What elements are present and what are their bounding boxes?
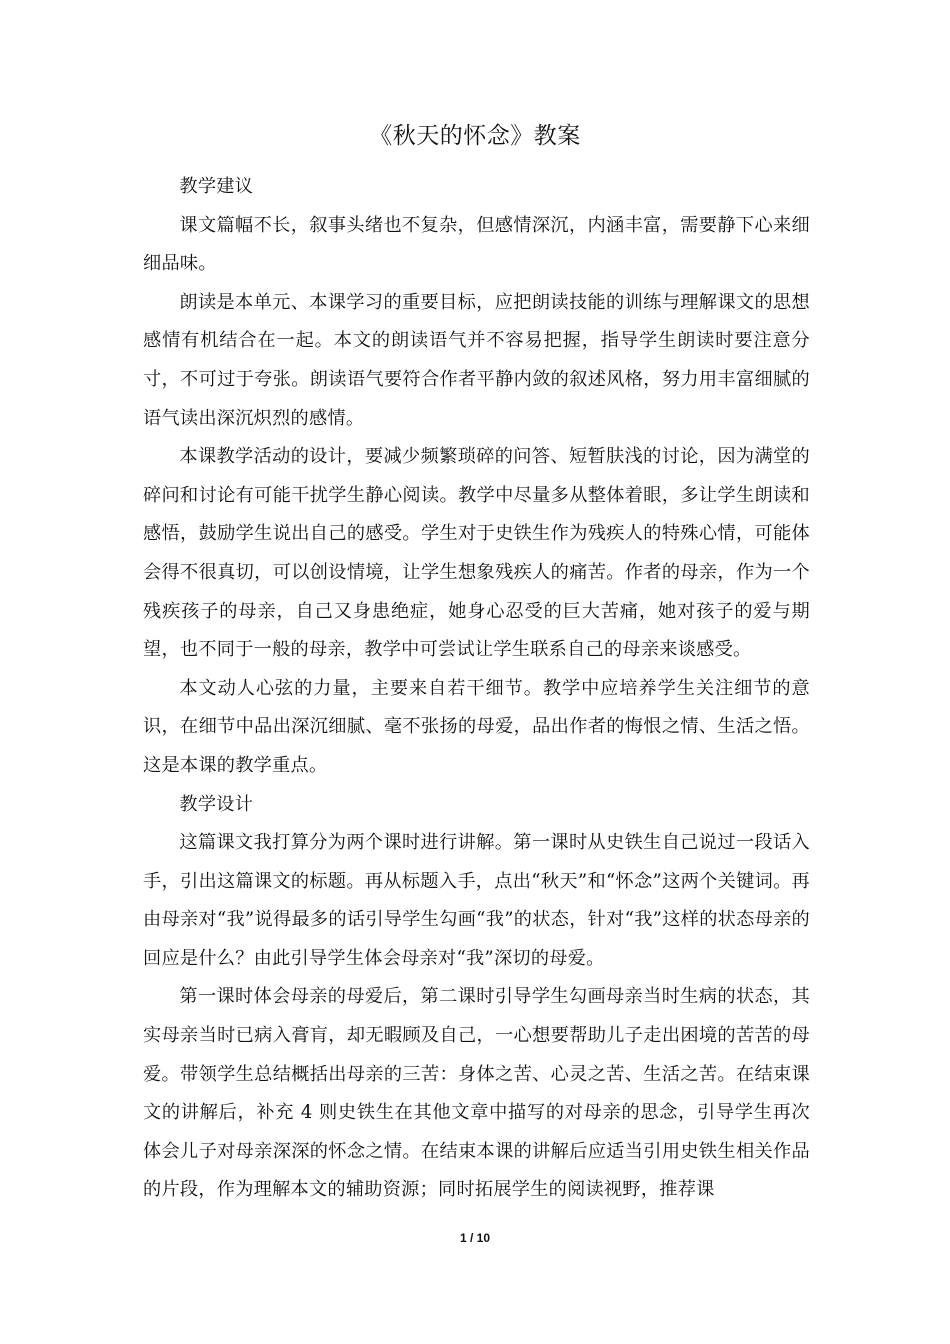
section-heading-teaching-suggestions: 教学建议 <box>179 176 254 197</box>
paragraph: 这篇课文我打算分为两个课时进行讲解。第一课时从史铁生自己说过一段话入手，引出这篇课文的标题。再从标题入手，点出“秋天”和“怀念”这两个关键词。再由母亲对“我”说得最多的话引导学生勾画“我”的状态，针对“我”这样的状态母亲的回应是什么？由此引导学生体会母亲对“我”深切的母爱。 <box>143 832 810 969</box>
paragraph: 第一课时体会母亲的母爱后，第二课时引导学生勾画母亲当时生病的状态，其实母亲当时已病入膏肓，却无暇顾及自己，一心想要帮助儿子走出困境的苦苦的母爱。带领学生总结概括出母亲的三苦：身体之苦、心灵之苦、生活之苦。在结束课文的讲解后，补充 4 则史铁生在其他文章中描写的对母亲的思念，引导学生再次体会儿子对母亲深深的怀念之情。在结束本课的讲解后应适当引用史铁生相关作品的片段，作为理解本文的辅助资源；同时拓展学生的阅读视野，推荐课 <box>143 986 810 1201</box>
page-number: 1 / 10 <box>459 1231 491 1245</box>
paragraph: 本课教学活动的设计，要减少频繁琐碎的问答、短暂肤浅的讨论，因为满堂的碎问和讨论有可能干扰学生静心阅读。教学中尽量多从整体着眼，多让学生朗读和感悟，鼓励学生说出自己的感受。学生对于史铁生作为残疾人的特殊心情，可能体会得不很真切，可以创设情境，让学生想象残疾人的痛苦。作者的母亲，作为一个残疾孩子的母亲，自己又身患绝症，她身心忍受的巨大苦痛，她对孩子的爱与期望，也不同于一般的母亲，教学中可尝试让学生联系自己的母亲来谈感受。 <box>143 446 810 661</box>
document-body <box>143 168 810 1210</box>
paragraph: 课文篇幅不长，叙事头绪也不复杂，但感情深沉，内涵丰富，需要静下心来细细品味。 <box>143 214 810 275</box>
document-title: 《秋天的怀念》教案 <box>369 123 581 149</box>
paragraph: 朗读是本单元、本课学习的重要目标，应把朗读技能的训练与理解课文的思想感情有机结合在一起。本文的朗读语气并不容易把握，指导学生朗读时要注意分寸，不可过于夸张。朗读语气要符合作者平静内敛的叙述风格，努力用丰富细腻的语气读出深沉炽烈的感情。 <box>143 291 810 429</box>
section-heading-teaching-design: 教学设计 <box>179 793 254 815</box>
paragraph: 本文动人心弦的力量，主要来自若干细节。教学中应培养学生关注细节的意识，在细节中品出深沉细腻、毫不张扬的母爱，品出作者的悔恨之情、生活之悟。这是本课的教学重点。 <box>143 677 810 776</box>
